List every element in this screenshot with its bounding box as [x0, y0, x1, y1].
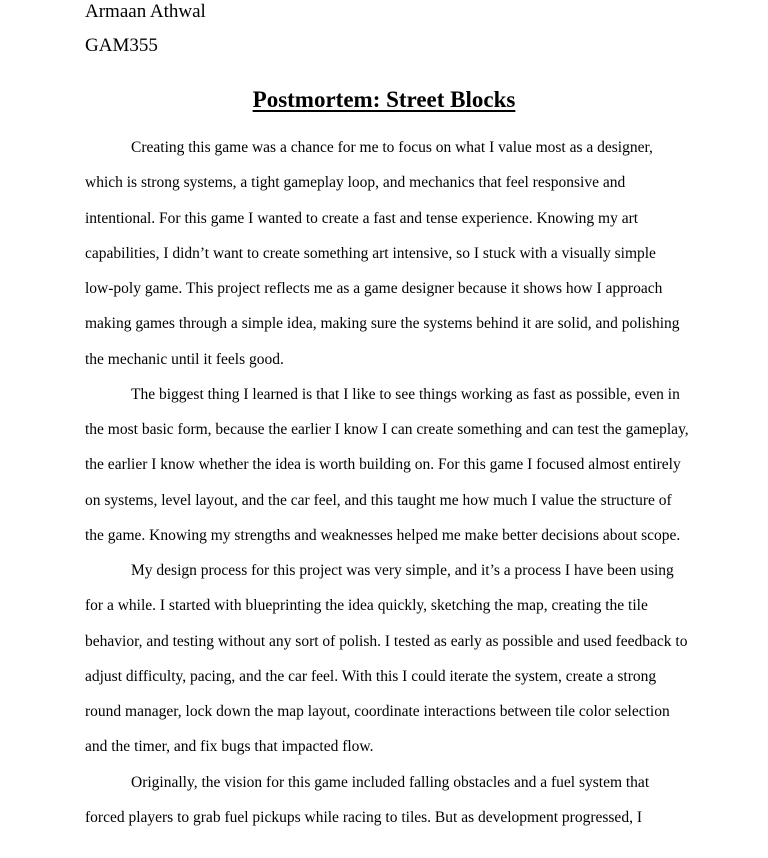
document-body: [85, 136, 695, 841]
paragraph: [85, 383, 695, 559]
text-line: low-poly game. This project reflects me as a game designer because it shows how I approach: [85, 280, 663, 297]
text-line: behavior, and testing without any sort of polish. I tested as early as possible and used feedback to: [85, 632, 688, 650]
text-line: on systems, level layout, and the car feel, and this taught me how much I value the structure of: [85, 491, 672, 509]
paragraph: [85, 136, 695, 383]
document-title: Postmortem: Street Blocks: [252, 87, 516, 112]
text-line: intentional. For this game I wanted to create a fast and tense experience. Knowing my art: [85, 209, 639, 227]
text-line: adjust difficulty, pacing, and the car feel. With this I could iterate the system, create a strong: [85, 667, 657, 685]
text-line: forced players to grab fuel pickups while racing to tiles. But as development progressed, I: [85, 808, 642, 826]
text-line: the earlier I know whether the idea is worth building on. For this game I focused almost entirely: [85, 456, 681, 474]
paragraph: [85, 771, 695, 842]
text-line: making games through a simple idea, making sure the systems behind it are solid, and polishing: [85, 315, 680, 333]
text-line: capabilities, I didn’t want to create something art intensive, so I stuck with a visually simple: [85, 244, 656, 262]
text-line: the most basic form, because the earlier I know I can create something and can test the gameplay,: [85, 421, 689, 438]
author-name: Armaan Athwal: [85, 1, 206, 22]
text-line: The biggest thing I learned is that I like to see things working as fast as possible, even in: [131, 385, 680, 403]
text-line: Creating this game was a chance for me to focus on what I value most as a designer,: [131, 139, 653, 156]
text-line: for a while. I started with blueprinting the idea quickly, sketching the map, creating the tile: [85, 597, 648, 615]
paragraph: [85, 559, 695, 771]
text-line: Originally, the vision for this game included falling obstacles and a fuel system that: [131, 773, 650, 791]
text-line: the game. Knowing my strengths and weaknesses helped me make better decisions about scope.: [85, 526, 681, 544]
text-line: and the timer, and fix bugs that impacted flow.: [85, 738, 374, 756]
text-line: My design process for this project was very simple, and it’s a process I have been using: [131, 562, 674, 579]
course-code: GAM355: [85, 35, 158, 56]
text-line: which is strong systems, a tight gameplay loop, and mechanics that feel responsive and: [85, 174, 626, 192]
text-line: the mechanic until it feels good.: [85, 350, 284, 368]
text-line: round manager, lock down the map layout, coordinate interactions between tile color selection: [85, 703, 670, 720]
